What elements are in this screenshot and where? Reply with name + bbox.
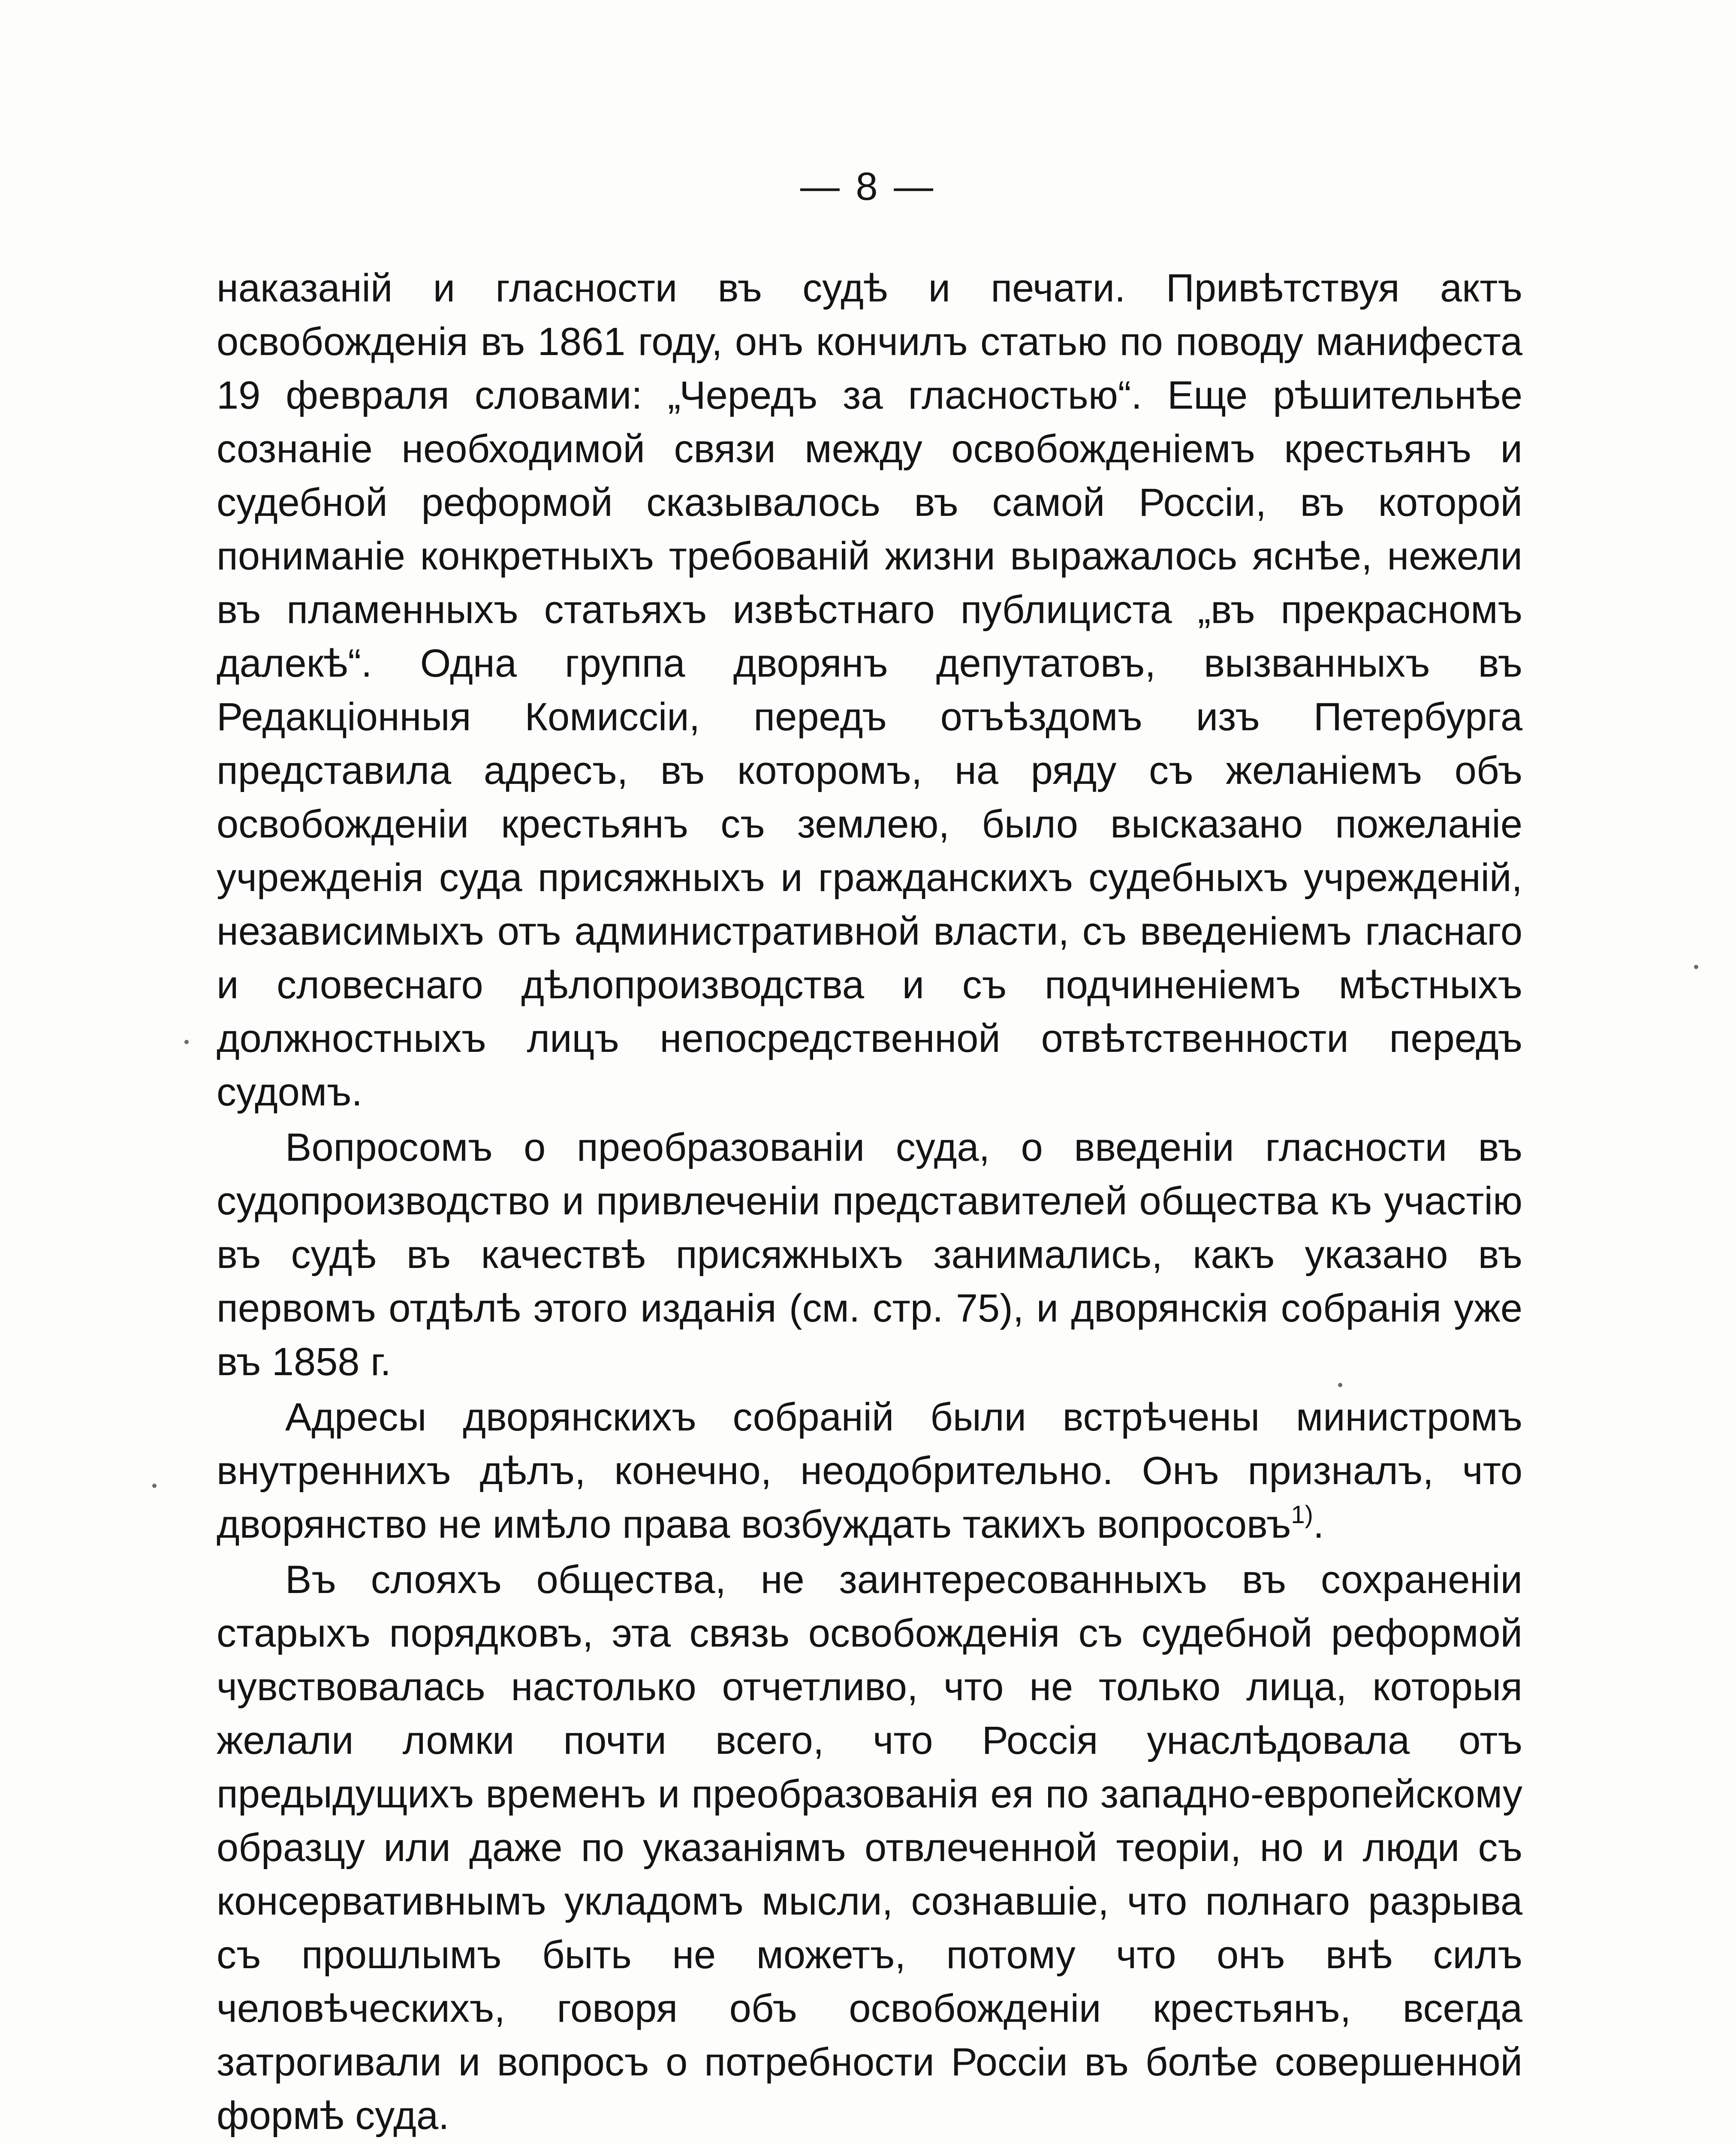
paragraph-3-end: . (1313, 1503, 1324, 1546)
paragraph-3 (217, 1391, 1522, 1551)
paragraph-4: Въ слояхъ общества, не заинтересованныхъ въ сохраненіи старыхъ порядковъ, эта связь освобожденія съ судебной реформой чувствовалась настолько отчетливо, что не только лица, которыя желали ломки почти всего, что Россія унаслѣдовала отъ предыдущихъ временъ и преобразованія ея по западно-европейскому образцу или даже по указаніямъ отвлеченной теоріи, но и люди съ консервативнымъ укладомъ мысли, сознавшіе, что полнаго разрыва съ прошлымъ быть не можетъ, потому что онъ внѣ силъ человѣческихъ, говоря объ освобожденіи крестьянъ, всегда затрогивали и вопросъ о потребности Россіи въ болѣе совершенной формѣ суда. (217, 1558, 1522, 2138)
page-number: — 8 — (800, 165, 936, 208)
body-text (217, 262, 1522, 2144)
scan-speck (152, 1484, 157, 1488)
scan-speck (1338, 1383, 1342, 1387)
footnote-reference[interactable]: 1) (1291, 1501, 1313, 1529)
paragraph-2: Вопросомъ о преобразованіи суда, о введеніи гласности въ судопроизводство и привлеченіи представителей общества къ участію въ судѣ въ качествѣ присяжныхъ занимались, какъ указано въ первомъ отдѣлѣ этого изданія (см. стр. 75), и дворянскія собранія уже въ 1858 г. (217, 1126, 1522, 1384)
paragraph-3-text: Адресы дворянскихъ собраній были встрѣчены министромъ внутреннихъ дѣлъ, конечно, неодобрительно. Онъ призналъ, что дворянство не имѣло права возбуждать такихъ вопросовъ (217, 1395, 1522, 1546)
scan-speck (1694, 965, 1698, 969)
paragraph-1: наказаній и гласности въ судѣ и печати. Привѣтствуя актъ освобожденія въ 1861 году, онъ кончилъ статью по поводу манифеста 19 февраля словами: „Чередъ за гласностью“. Еще рѣшительнѣе сознаніе необходимой связи между освобожденіемъ крестьянъ и судебной реформой сказывалось въ самой Россіи, въ которой пониманіе конкретныхъ требованій жизни выражалось яснѣе, нежели въ пламенныхъ статьяхъ извѣстнаго публициста „въ прекрасномъ далекѣ“. Одна группа дворянъ депутатовъ, вызванныхъ въ Редакціонныя Комиссіи, передъ отъѣздомъ изъ Петербурга представила адресъ, въ которомъ, на ряду съ желаніемъ объ освобожденіи крестьянъ съ землею, было высказано пожеланіе учрежденія суда присяжныхъ и гражданскихъ судебныхъ учрежденій, независимыхъ отъ административной власти, съ введеніемъ гласнаго и словеснаго дѣлопроизводства и съ подчиненіемъ мѣстныхъ должностныхъ лицъ непосредственной отвѣтственности передъ судомъ. (217, 266, 1522, 1114)
scan-speck (184, 1040, 189, 1044)
